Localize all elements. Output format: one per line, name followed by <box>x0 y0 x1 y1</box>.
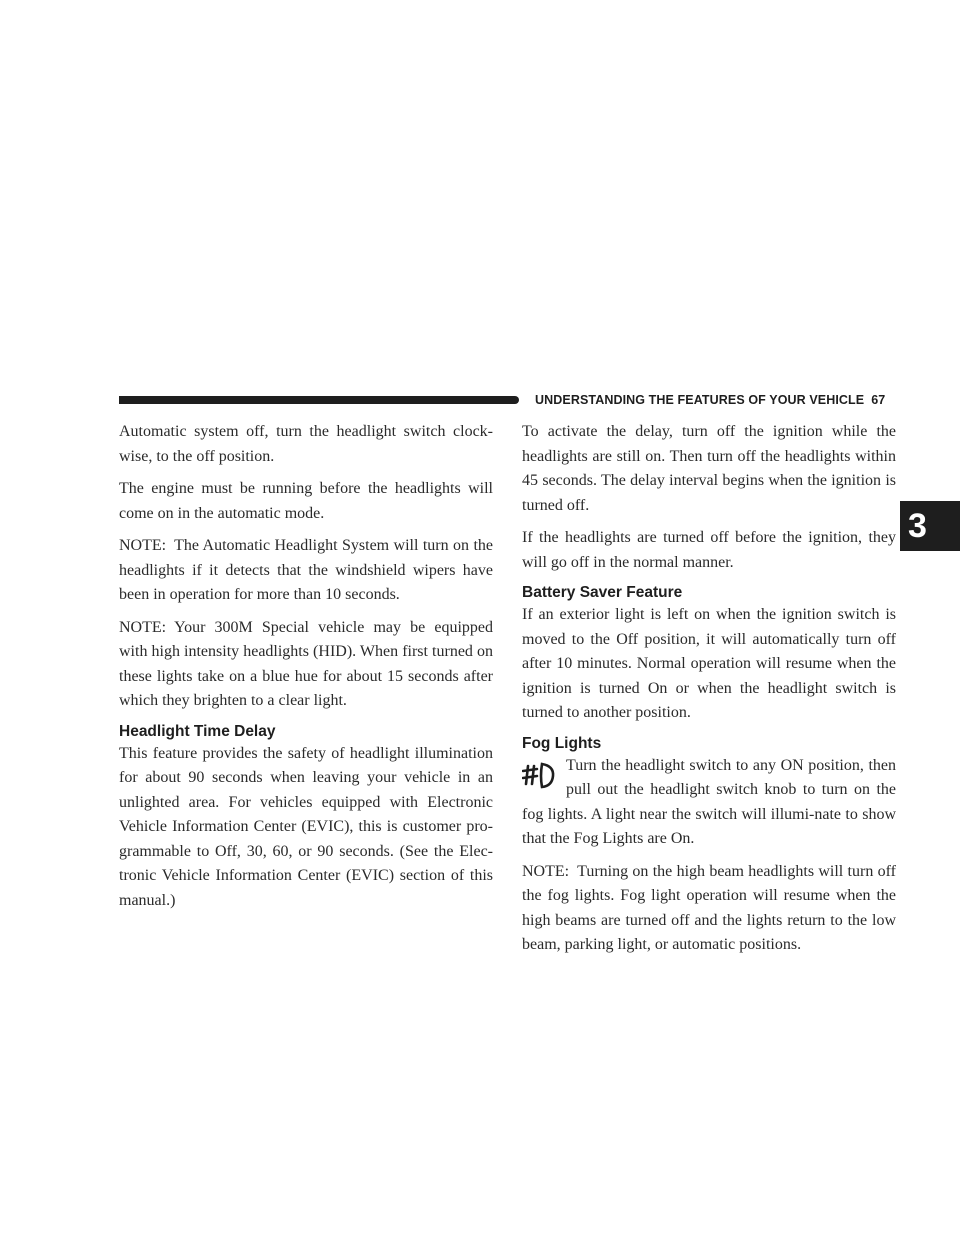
paragraph: If the headlights are turned off before the ignition, they will go off in the normal manner. <box>522 529 896 571</box>
section-title: UNDERSTANDING THE FEATURES OF YOUR VEHICLE <box>535 393 865 407</box>
paragraph: To activate the delay, turn off the ignition while the headlights are still on. Then turn off the headlights within 45 seconds. The delay interval begins when the ignition is turned off. <box>522 423 896 514</box>
fog-lights-block <box>522 754 896 852</box>
heading-battery-saver: Battery Saver Feature <box>522 584 683 601</box>
note-text: The Automatic Headlight System will turn on the headlights if it detects that the windshield wipers have been in operation for more than 10 seconds. <box>119 537 493 603</box>
header-rule <box>119 396 519 404</box>
note-text: Your 300M Special vehicle may be equipped with high intensity headlights (HID). When first turned on these lights take on a blue hue for about 15 seconds after which they brighten to a clear light. <box>119 618 493 709</box>
paragraph: Automatic system off, turn the headlight switch clock-wise, to the off position. <box>119 423 493 465</box>
paragraph: This feature provides the safety of headlight illumination for about 90 seconds when leaving your vehicle in an unlighted area. For vehicles equipped with Electronic Vehicle Information Center (EVIC), this is customer pro-grammable to Off, 30, 60, or 90 seconds. (See the Elec-tronic Vehicle Information Center (EVIC) section of this manual.) <box>119 744 493 909</box>
heading-fog-lights: Fog Lights <box>522 734 602 752</box>
note-text: Turning on the high beam headlights will turn off the fog lights. Fog light operation will resume when the high beams are turned off and the lights return to the low beam, parking light, or automatic positions. <box>522 862 896 953</box>
note-label: NOTE: <box>119 537 167 554</box>
paragraph: If an exterior light is left on when the ignition switch is moved to the Off position, it will automatically turn off after 10 minutes. Normal operation will resume when the ignition is turned On or when the headlight switch is turned to another position. <box>522 606 896 721</box>
left-column <box>119 420 493 921</box>
heading-headlight-time-delay: Headlight Time Delay <box>119 722 276 740</box>
paragraph: The engine must be running before the headlights will come on in the automatic mode. <box>119 480 493 522</box>
page-number: 67 <box>871 393 886 407</box>
note-label: NOTE: <box>119 618 167 636</box>
note-paragraph <box>119 616 493 714</box>
chapter-tab: 3 <box>900 501 960 551</box>
fog-light-icon <box>522 756 558 794</box>
section-header <box>535 391 885 409</box>
right-column <box>522 420 896 966</box>
note-label: NOTE: <box>522 862 570 880</box>
paragraph: Turn the headlight switch to any ON position, then pull out the headlight switch knob to turn on the fog lights. A light near the switch will illumi-nate to show that the Fog Lights are On. <box>522 756 896 847</box>
note-paragraph <box>119 534 493 608</box>
note-paragraph <box>522 860 896 958</box>
